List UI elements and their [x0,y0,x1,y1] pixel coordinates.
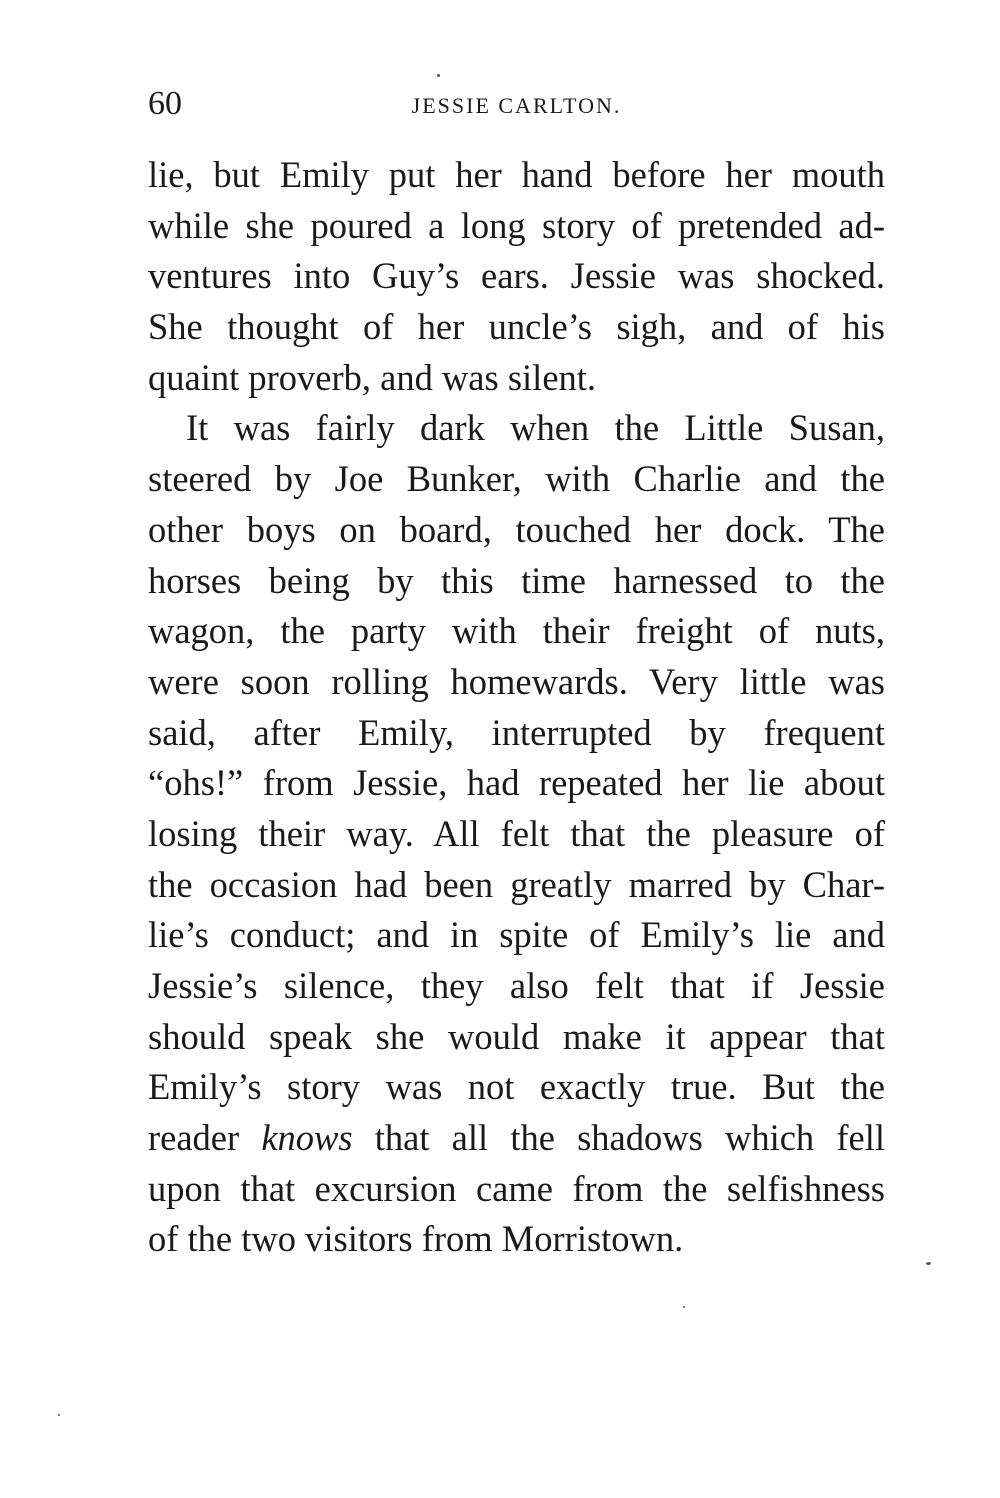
paragraph-1 [148,150,885,403]
running-header [148,84,885,124]
scan-speck [926,1262,931,1265]
scan-speck [437,74,440,77]
text-line: quaint proverb, and was silent. [148,356,597,398]
text-line: should speak she would make it appear that [148,1015,885,1057]
text-line: upon that excursion came from the selfishness [148,1167,885,1209]
text-line: wagon, the party with their freight of nuts, [148,610,885,652]
text-line: It was fairly dark when the Little Susan, [186,407,885,449]
text-line: lie, but Emily put her hand before her mouth [148,154,885,195]
scan-speck [683,1306,685,1308]
text-line: She thought of her uncle’s sigh, and of his [148,306,885,348]
text-line: were soon rolling homewards. Very little was [148,660,885,702]
text-line: the occasion had been greatly marred by Char- [148,863,885,905]
body-text [148,150,885,1265]
text-line: “ohs!” from Jessie, had repeated her lie about [148,762,885,804]
text-segment: reader [148,1117,262,1159]
text-segment: that all the shadows which fell [352,1117,885,1159]
page-number: 60 [148,85,182,122]
text-line: steered by Joe Bunker, with Charlie and the [148,458,885,500]
text-line: Emily’s story was not exactly true. But the [148,1066,885,1108]
text-line: said, after Emily, interrupted by frequent [148,711,885,753]
text-line: ventures into Guy’s ears. Jessie was shocked. [148,255,885,297]
text-line: while she poured a long story of pretended ad- [148,204,885,246]
italic-word: knows [261,1117,353,1159]
scan-speck [58,1414,60,1416]
text-line: of the two visitors from Morristown. [148,1218,684,1260]
text-line: losing their way. All felt that the pleasure of [148,812,885,854]
running-title: JESSIE CARLTON. [411,93,622,118]
text-line: lie’s conduct; and in spite of Emily’s lie and [148,914,885,956]
text-line-emphasis [148,1113,885,1164]
text-line: other boys on board, touched her dock. The [148,508,885,550]
text-line: Jessie’s silence, they also felt that if Jessie [148,965,885,1006]
text-line: horses being by this time harnessed to the [148,559,885,601]
paragraph-2 [148,403,885,1265]
